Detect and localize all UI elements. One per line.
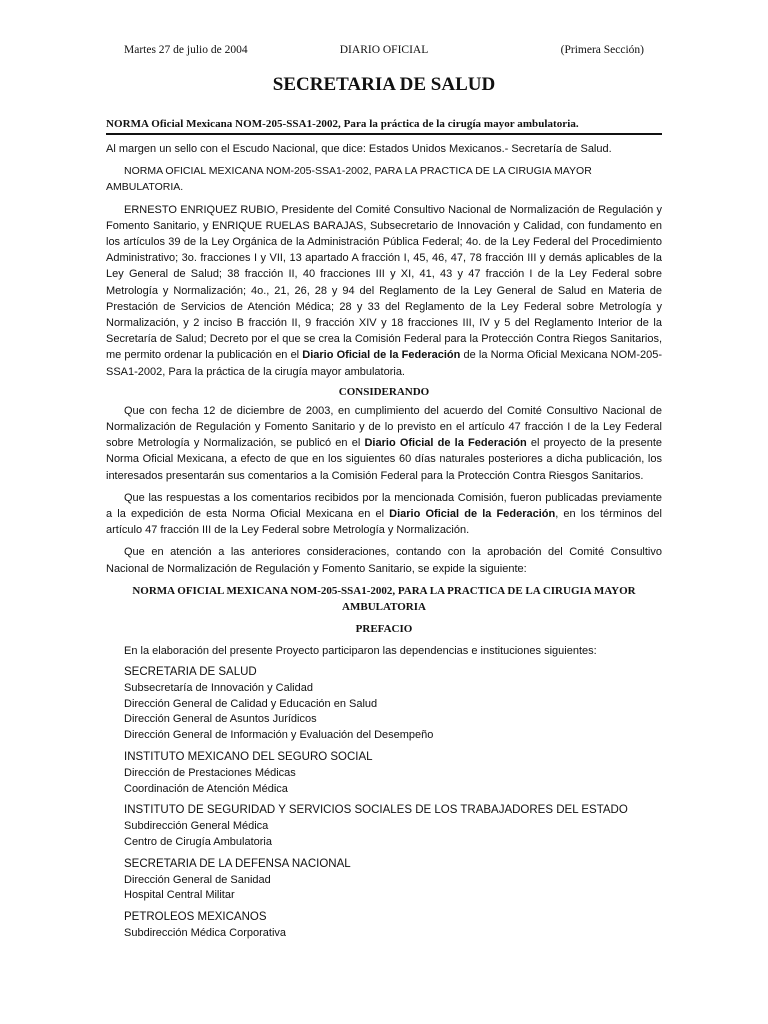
org-unit: Centro de Cirugía Ambulatoria bbox=[124, 836, 272, 849]
org-unit: Hospital Central Militar bbox=[124, 889, 235, 902]
org-unit: Dirección General de Asuntos Jurídicos bbox=[124, 713, 317, 726]
intro-text-1: ERNESTO ENRIQUEZ RUBIO, Presidente del Comité Consultivo Nacional de Normalización de Regulación y Fomento Sanitario, y ENRIQUE RUELAS BARAJAS, Subsecretario de Innovación y Calidad, con fundamento en los artículos 39 de la Ley Orgánica de la Administración Pública Federal; 4o. de la Ley Federal del Procedimiento Administrativo; 3o. fracciones I y VII, 13 apartado A fracción I, 45, 46, 47, 78 fracción III y demás aplicables de la Ley General de Salud; 38 fracción II, 40 fracciones III y XI, 41, 43 y 47 fracción I de la Ley Federal sobre Metrología y Normalización; 4o., 21, 26, 28 y 94 del Reglamento de la Ley General de Salud en Materia de Prestación de Servicios de Atención Médica; 28 y 33 del Reglamento de la Ley Federal sobre Metrología y Normalización, y 2 inciso B fracción II, 9 fracción XIV y 18 fracciones III, IV y 5 del Reglamento Interior de la Secretaría de Salud; Decreto por el que se crea la Comisión Federal para la Protección Contra Riegos Sanitarios, me permito ordenar la publicación en el bbox=[106, 203, 662, 362]
org-name: INSTITUTO DE SEGURIDAD Y SERVICIOS SOCIALES DE LOS TRABAJADORES DEL ESTADO bbox=[124, 804, 628, 817]
participants-list bbox=[106, 665, 662, 942]
org-name: SECRETARIA DE LA DEFENSA NACIONAL bbox=[124, 857, 351, 870]
org-name: INSTITUTO MEXICANO DEL SEGURO SOCIAL bbox=[124, 751, 373, 764]
header-publication: DIARIO OFICIAL bbox=[339, 44, 429, 56]
intro-dof-bold: Diario Oficial de la Federación bbox=[302, 349, 461, 362]
org-group bbox=[124, 857, 662, 904]
section-title: SECRETARIA DE SALUD bbox=[272, 74, 496, 95]
intro-paragraph bbox=[106, 202, 662, 380]
org-unit: Dirección General de Información y Evaluación del Desempeño bbox=[124, 729, 434, 742]
document-body bbox=[106, 118, 662, 942]
org-group bbox=[124, 910, 662, 942]
considerando-heading: CONSIDERANDO bbox=[338, 385, 430, 398]
considerando-paragraph-3: Que en atención a las anteriores consideraciones, contando con la aprobación del Comité Consultivo Nacional de Normalización de Regulación y Fomento Sanitario, se expide la siguiente: bbox=[106, 546, 662, 575]
header-date: Martes 27 de julio de 2004 bbox=[124, 44, 248, 56]
considerando-p2-text-1: Que las respuestas a los comentarios recibidos por la mencionada Comisión, fueron publicadas previamente a la expedición de esta Norma Oficial Mexicana en el bbox=[106, 491, 662, 521]
norm-caps-line: NORMA OFICIAL MEXICANA NOM-205-SSA1-2002, PARA LA PRACTICA DE LA CIRUGIA MAYOR AMBULATORIA. bbox=[106, 165, 592, 194]
intro-text-2: de la Norma Oficial Mexicana NOM-205-SSA1-2002, Para la práctica de la cirugía mayor ambulatoria. bbox=[106, 349, 663, 378]
org-group bbox=[124, 803, 662, 850]
considerando-p1-text-1: Que con fecha 12 de diciembre de 2003, en cumplimiento del acuerdo del Comité Consultivo Nacional de Normalización de Regulación y Fomento Sanitario y de lo previsto en el artículo 47 fracción I de la Ley Federal sobre Metrología y Normalización, se publicó en el bbox=[106, 404, 662, 450]
considerando-paragraph-2 bbox=[106, 490, 662, 539]
prefacio-heading: PREFACIO bbox=[355, 622, 413, 635]
header-section: (Primera Sección) bbox=[560, 44, 644, 56]
considerando-p2-text-2: , en los términos del artículo 47 fracción III de la Ley Federal sobre Metrología y Normalización. bbox=[106, 508, 662, 537]
considerando-p2-dof-bold: Diario Oficial de la Federación bbox=[389, 508, 556, 521]
considerando-paragraph-1 bbox=[106, 403, 662, 484]
org-unit: Dirección General de Sanidad bbox=[124, 873, 271, 886]
norm-title-caps: NORMA OFICIAL MEXICANA NOM-205-SSA1-2002, PARA LA PRACTICA DE LA CIRUGIA MAYOR AMBULATORIA bbox=[132, 584, 636, 613]
org-unit: Subdirección General Médica bbox=[124, 820, 269, 833]
org-unit: Coordinación de Atención Médica bbox=[124, 782, 288, 795]
org-group bbox=[124, 750, 662, 797]
prefacio-intro: En la elaboración del presente Proyecto participaron las dependencias e instituciones siguientes: bbox=[124, 644, 597, 657]
org-name: PETROLEOS MEXICANOS bbox=[124, 911, 267, 924]
org-unit: Subdirección Médica Corporativa bbox=[124, 927, 287, 940]
org-name: SECRETARIA DE SALUD bbox=[124, 666, 257, 679]
org-group bbox=[124, 665, 662, 744]
org-unit: Dirección General de Calidad y Educación en Salud bbox=[124, 697, 378, 710]
norm-heading: NORMA Oficial Mexicana NOM-205-SSA1-2002, Para la práctica de la cirugía mayor ambulatoria. bbox=[106, 118, 662, 135]
considerando-p1-text-2: el proyecto de la presente Norma Oficial Mexicana, a efecto de que en los siguientes 60 días naturales posteriores a dicha publicación, los interesados presentarán sus comentarios a la Comisión Federal para la Protección Contra Riesgos Sanitarios. bbox=[106, 437, 662, 482]
org-unit: Subsecretaría de Innovación y Calidad bbox=[124, 681, 313, 694]
org-unit: Dirección de Prestaciones Médicas bbox=[124, 766, 296, 779]
seal-text: Al margen un sello con el Escudo Nacional, que dice: Estados Unidos Mexicanos.- Secretaría de Salud. bbox=[106, 143, 612, 155]
considerando-p1-dof-bold: Diario Oficial de la Federación bbox=[364, 437, 527, 450]
